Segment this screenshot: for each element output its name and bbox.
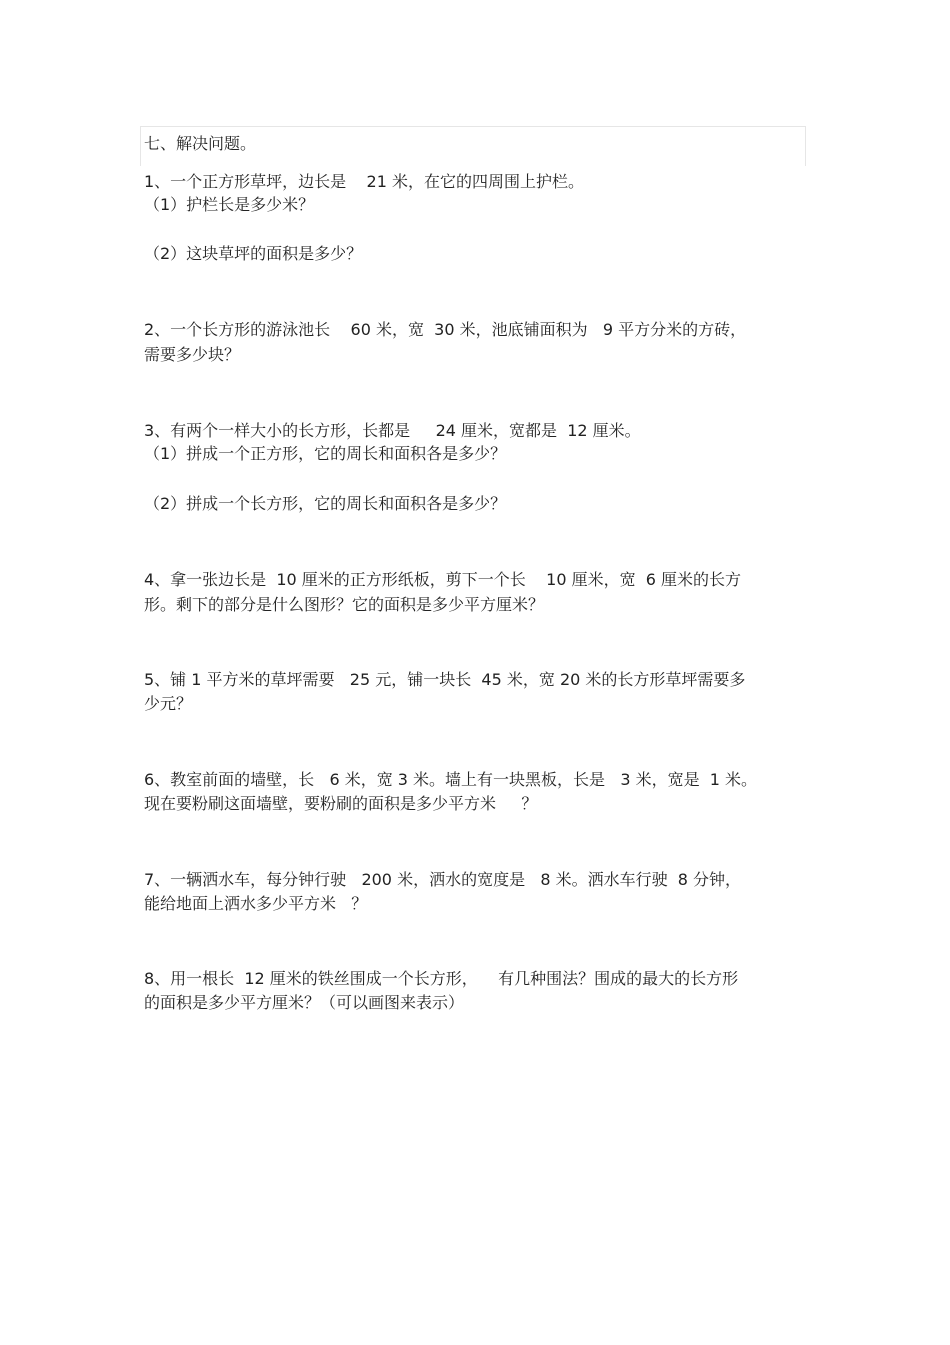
question-1-sub-2: （2）这块草坪的面积是多少？ [144, 244, 363, 263]
question-1-text: 1、一个正方形草坪，边长是 21 米，在它的四周围上护栏。 [144, 172, 584, 191]
question-8-line-2: 的面积是多少平方厘米？（可以画图来表示） [144, 993, 465, 1012]
question-2-line-1: 2、一个长方形的游泳池长 60 米，宽 30 米，池底铺面积为 9 平方分米的方砖， [144, 320, 747, 339]
question-1-sub-1: （1）护栏长是多少米？ [144, 195, 315, 214]
question-5-line-2: 少元？ [144, 694, 193, 713]
question-4-line-2: 形。剩下的部分是什么图形？它的面积是多少平方厘米？ [144, 595, 545, 614]
question-8-line-1: 8、用一根长 12 厘米的铁丝围成一个长方形， 有几种围法？围成的最大的长方形 [144, 969, 739, 988]
question-3-text: 3、有两个一样大小的长方形，长都是 24 厘米，宽都是 12 厘米。 [144, 421, 641, 440]
question-3-sub-1: （1）拼成一个正方形，它的周长和面积各是多少？ [144, 444, 507, 463]
question-6-line-1: 6、教室前面的墙壁，长 6 米，宽 3 米。墙上有一块黑板，长是 3 米，宽是 1 米。 [144, 770, 758, 789]
question-3-sub-2: （2）拼成一个长方形，它的周长和面积各是多少？ [144, 494, 507, 513]
question-6-line-2: 现在要粉刷这面墙壁，要粉刷的面积是多少平方米 ？ [144, 794, 538, 813]
question-7-line-2: 能给地面上洒水多少平方米 ？ [144, 894, 368, 913]
section-title: 七、解决问题。 [144, 134, 257, 153]
question-5-line-1: 5、铺 1 平方米的草坪需要 25 元，铺一块长 45 米，宽 20 米的长方形草坪需要多 [144, 670, 746, 689]
question-4-line-1: 4、拿一张边长是 10 厘米的正方形纸板，剪下一个长 10 厘米，宽 6 厘米的长方 [144, 570, 742, 589]
question-2-line-2: 需要多少块？ [144, 345, 241, 364]
question-7-line-1: 7、一辆洒水车，每分钟行驶 200 米，洒水的宽度是 8 米。洒水车行驶 8 分钟， [144, 870, 742, 889]
